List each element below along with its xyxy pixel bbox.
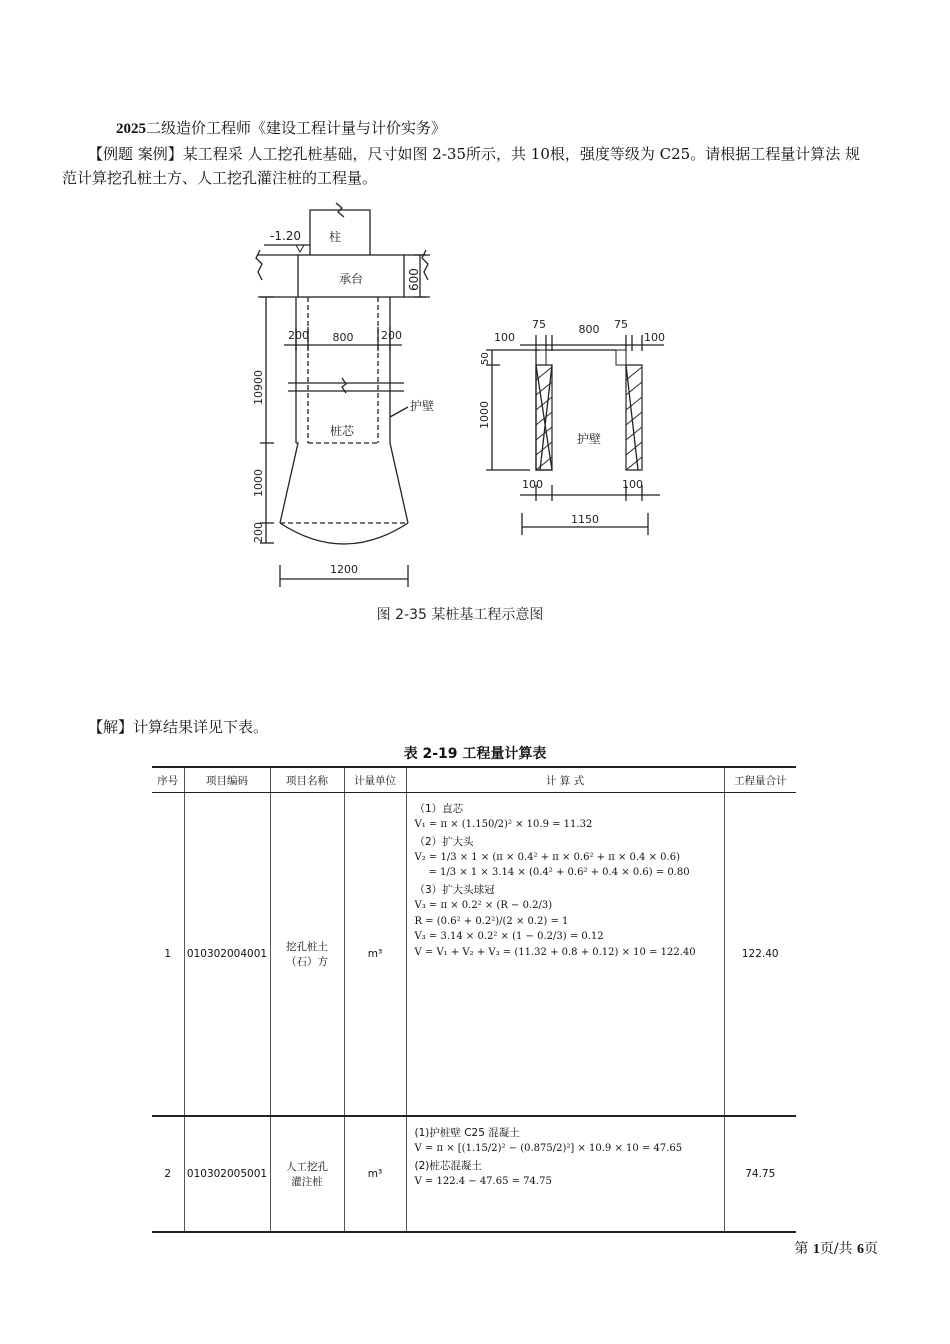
label-cap: 承台: [338, 272, 364, 286]
name-line-2: （石）方: [286, 956, 328, 968]
dim-100d: 100: [622, 478, 643, 491]
cell-total: 74.75: [724, 1116, 796, 1232]
dim-1150: 1150: [571, 513, 599, 526]
header-unit: 计量单位: [344, 767, 406, 793]
dim-200a: 200: [288, 329, 309, 342]
header-code: 项目编码: [184, 767, 270, 793]
formula-wall: V = π × [(1.15/2)² − (0.875/2)²] × 10.9 × 10 = 47.65: [414, 1143, 683, 1155]
label-wall: 护壁: [410, 399, 435, 413]
cell-name: [270, 793, 344, 1117]
header-year: 2025: [116, 121, 146, 137]
section-1: (1)护桩壁 C25 混凝土: [414, 1127, 520, 1139]
header-total: 工程量合计: [724, 767, 796, 793]
footer-post: 页: [864, 1241, 878, 1257]
formula-r: R = (0.6² + 0.2²)/(2 × 0.2) = 1: [414, 915, 569, 927]
figure-caption: 图 2-35 某桩基工程示意图: [376, 607, 544, 623]
label-core: 桩芯: [329, 424, 355, 438]
dim-200c: 200: [252, 522, 265, 543]
formula-core: V = 122.4 − 47.65 = 74.75: [414, 1175, 552, 1187]
dim-100b: 100: [644, 331, 665, 344]
formula-v2b: = 1/3 × 1 × 3.14 × (0.4² + 0.6² + 0.4 × 0.6) = 0.80: [428, 867, 690, 879]
name-line-1: 人工挖孔: [286, 1161, 328, 1173]
dim-50: 50: [480, 352, 491, 365]
formula-v1: V₁ = π × (1.150/2)² × 10.9 = 11.32: [414, 819, 593, 831]
header-no: 序号: [152, 767, 184, 793]
dim-75a: 75: [532, 318, 546, 331]
label-elevation: -1.20: [270, 229, 302, 243]
dim-200b: 200: [381, 329, 402, 342]
section-2: (2)桩芯混凝土: [414, 1159, 482, 1172]
section-2: （2）扩大头: [414, 835, 474, 848]
table-row: [152, 793, 796, 1117]
calculation-table: [152, 766, 796, 1233]
section-3: （3）扩大头球冠: [414, 883, 495, 896]
header-name: 项目名称: [270, 767, 344, 793]
footer-mid: 页/共: [819, 1241, 853, 1257]
footer-total: 6: [857, 1242, 864, 1257]
footer-pre: 第: [794, 1241, 809, 1257]
cell-total: 122.40: [724, 793, 796, 1117]
dim-10900: 10900: [252, 370, 265, 405]
page-footer: [794, 1238, 878, 1258]
name-line-2: 灌注桩: [291, 1176, 323, 1188]
dim-1000b: 1000: [478, 401, 491, 429]
cell-no: 1: [152, 793, 184, 1117]
section-1: （1）直芯: [414, 803, 464, 815]
label-wall-2: 护壁: [576, 432, 602, 446]
name-line-1: 挖孔桩土: [286, 941, 328, 953]
header-title: 二级造价工程师《建设工程计量与计价实务》: [146, 119, 447, 137]
dim-1200: 1200: [330, 563, 358, 576]
dim-75b: 75: [614, 318, 628, 331]
pile-figure: [230, 195, 690, 640]
label-cap-height: 600: [407, 268, 421, 291]
table-title: 表 2-19 工程量计算表: [403, 746, 547, 762]
cell-unit: m³: [344, 793, 406, 1117]
cell-code: 010302004001: [184, 793, 270, 1117]
table-header-row: [152, 767, 796, 793]
cell-formula: [406, 793, 724, 1117]
cell-code: 010302005001: [184, 1116, 270, 1232]
formula-v3a: V₃ = π × 0.2² × (R − 0.2/3): [414, 900, 553, 912]
page-header: [116, 117, 446, 138]
dim-1000: 1000: [252, 469, 265, 497]
solution-text: 【解】计算结果详见下表。: [88, 718, 269, 736]
table-row: [152, 1116, 796, 1232]
cell-no: 2: [152, 1116, 184, 1232]
footer-page: 1: [812, 1242, 820, 1257]
header-formula: 计 算 式: [406, 767, 724, 793]
formula-v3b: V₃ = 3.14 × 0.2² × (1 − 0.2/3) = 0.12: [414, 931, 604, 943]
problem-text: 【例题 案例】某工程采 人工挖孔桩基础，尺寸如图 2-35所示，共 10根，强度等级为 C25。请根据工程量计算法 规范计算挖孔桩土方、人工挖孔灌注桩的工程量。: [62, 145, 860, 187]
cell-formula: [406, 1116, 724, 1232]
cell-name: [270, 1116, 344, 1232]
dim-800: 800: [332, 331, 354, 344]
label-column: 柱: [328, 230, 342, 244]
formula-v-total: V = V₁ + V₂ + V₃ = (11.32 + 0.8 + 0.12) × 10 = 122.40: [414, 946, 696, 958]
dim-100a: 100: [494, 331, 515, 344]
formula-v2a: V₂ = 1/3 × 1 × (π × 0.4² + π × 0.6² + π × 0.4 × 0.6): [414, 851, 680, 863]
dim-800b: 800: [578, 323, 600, 336]
dim-100c: 100: [522, 478, 543, 491]
cell-unit: m³: [344, 1116, 406, 1232]
